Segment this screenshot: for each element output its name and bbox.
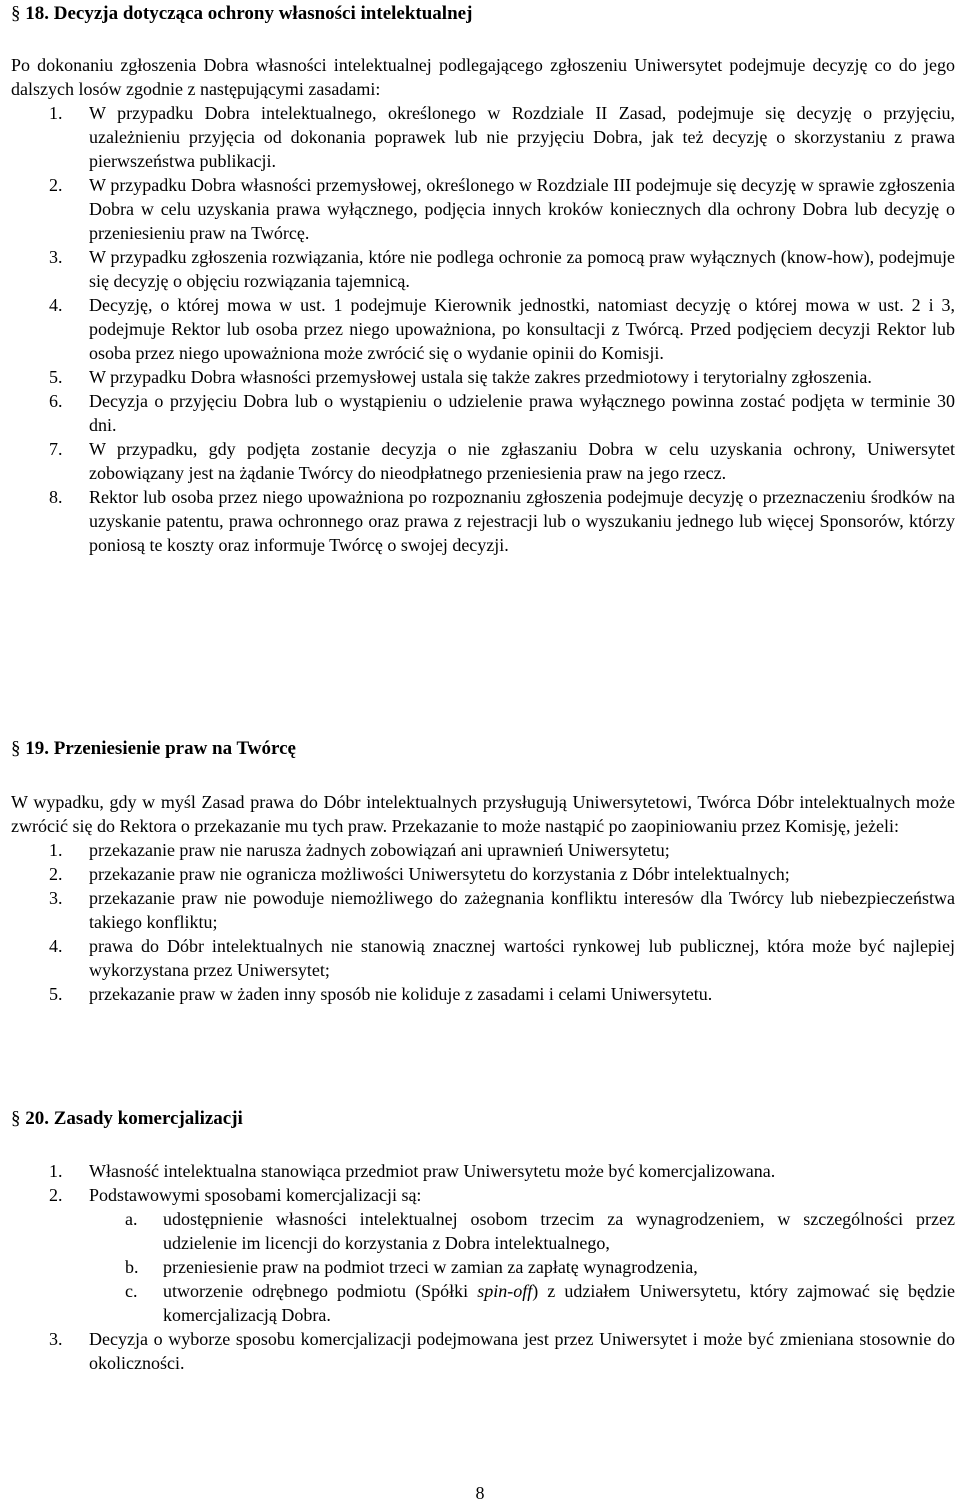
list-item-text: przekazanie praw nie narusza żadnych zobowiązań ani uprawnień Uniwersytetu; (89, 840, 670, 860)
section-19-intro: W wypadku, gdy w myśl Zasad prawa do Dóbr intelektualnych przysługują Uniwersytetowi, Twórca Dóbr intelektualnych może zwrócić się do Rektora o przekazanie mu tych praw. Przekazanie to może nastąpić po zaopiniowaniu przez Komisję, jeżeli: (11, 792, 955, 836)
list-item (11, 437, 955, 485)
sublist-item (89, 1207, 955, 1255)
list-item-text: W przypadku Dobra własności przemysłowej ustala się także zakres przedmiotowy i terytorialny zgłoszenia. (89, 367, 872, 387)
section-20-list (11, 1159, 955, 1375)
sublist-item-text: utworzenie odrębnego podmiotu (Spółki (163, 1281, 478, 1301)
list-item (11, 365, 955, 389)
spin-off-term: spin-off (477, 1281, 533, 1301)
list-item-number: 4. (49, 295, 63, 315)
list-item-text: W przypadku Dobra własności przemysłowej, określonego w Rozdziale III podejmuje się decyzję w sprawie zgłoszenia Dobra w celu uzyskania prawa wyłącznego, podjęcia innych kroków koniecznych dla ochrony Dobra lub decyzję o przeniesieniu praw na Twórcę. (89, 175, 955, 243)
section-18-heading (11, 2, 472, 26)
list-item-number: 4. (49, 936, 63, 956)
section-20-title: 20. Zasady komercjalizacji (25, 1108, 243, 1129)
list-item (11, 293, 955, 365)
list-item (11, 173, 955, 245)
list-item (11, 934, 955, 982)
section-18-title: 18. Decyzja dotycząca ochrony własności intelektualnej (25, 3, 473, 24)
list-item-number: 5. (49, 367, 63, 387)
list-item (11, 1159, 955, 1183)
section-19-body (11, 790, 955, 1006)
sublist-item-letter: c. (125, 1281, 138, 1301)
section-20-heading (11, 1107, 243, 1131)
list-item (11, 101, 955, 173)
list-item-text: W przypadku zgłoszenia rozwiązania, które nie podlega ochronie za pomocą praw wyłącznych (know-how), podejmuje się decyzję o objęciu rozwiązania tajemnicą. (89, 247, 955, 291)
list-item (11, 886, 955, 934)
list-item (11, 1183, 955, 1327)
section-sign: § (11, 1108, 21, 1129)
sublist-item-letter: b. (125, 1257, 139, 1277)
section-sign: § (11, 3, 21, 24)
list-item-number: 2. (49, 175, 63, 195)
list-item-number: 2. (49, 1185, 63, 1205)
section-19-heading (11, 737, 296, 761)
list-item-text: Podstawowymi sposobami komercjalizacji są: (89, 1185, 422, 1205)
sublist-item-text: udostępnienie własności intelektualnej osobom trzecim za wynagrodzeniem, w szczególności przez udzielenie im licencji do korzystania z Dobra intelektualnego, (163, 1209, 955, 1253)
section-sign: § (11, 738, 21, 759)
section-19-title: 19. Przeniesienie praw na Twórcę (25, 738, 296, 759)
section-20-sublist (89, 1207, 955, 1327)
section-20-body (11, 1159, 955, 1375)
list-item-number: 5. (49, 984, 63, 1004)
list-item-number: 6. (49, 391, 63, 411)
sublist-item (89, 1255, 955, 1279)
list-item (11, 862, 955, 886)
list-item-text: Rektor lub osoba przez niego upoważniona po rozpoznaniu zgłoszenia podejmuje decyzję o przeznaczeniu środków na uzyskanie patentu, prawa ochronnego oraz prawa z rejestracji lub o wyszukaniu jednego lub więcej Sponsorów, którzy poniosą te koszty oraz informuje Twórcę o swojej decyzji. (89, 487, 955, 555)
section-18-body (11, 53, 955, 557)
sublist-item-text: przeniesienie praw na podmiot trzeci w zamian za zapłatę wynagrodzenia, (163, 1257, 698, 1277)
list-item-text: W przypadku Dobra intelektualnego, określonego w Rozdziale II Zasad, podejmuje się decyzję o przyjęciu, uzależnieniu przyjęcia od dokonania poprawek lub nie przyjęciu Dobra, jak też decyzję o skorzystaniu z prawa pierwszeństwa publikacji. (89, 103, 955, 171)
list-item-number: 1. (49, 1161, 63, 1181)
section-18-intro: Po dokonaniu zgłoszenia Dobra własności intelektualnej podlegającego zgłoszeniu Uniwersytet podejmuje decyzję co do jego dalszych losów zgodnie z następującymi zasadami: (11, 55, 955, 99)
list-item-text: Decyzja o wyborze sposobu komercjalizacji podejmowana jest przez Uniwersytet i może być zmieniana stosownie do okoliczności. (89, 1329, 955, 1373)
list-item-text: prawa do Dóbr intelektualnych nie stanowią znacznej wartości rynkowej lub publicznej, która może być najlepiej wykorzystana przez Uniwersytet; (89, 936, 955, 980)
list-item-text: Własność intelektualna stanowiąca przedmiot praw Uniwersytetu może być komercjalizowana. (89, 1161, 776, 1181)
list-item (11, 838, 955, 862)
sublist-item-letter: a. (125, 1209, 138, 1229)
list-item-number: 2. (49, 864, 63, 884)
list-item (11, 485, 955, 557)
list-item-text: W przypadku, gdy podjęta zostanie decyzja o nie zgłaszaniu Dobra w celu uzyskania ochrony, Uniwersytet zobowiązany jest na żądanie Twórcy do nieodpłatnego przeniesienia praw na jego rzecz. (89, 439, 955, 483)
section-18-list (11, 101, 955, 557)
list-item-number: 3. (49, 888, 63, 908)
list-item-number: 1. (49, 103, 63, 123)
list-item-text: Decyzja o przyjęciu Dobra lub o wystąpieniu o udzielenie prawa wyłącznego powinna zostać podjęta w terminie 30 dni. (89, 391, 955, 435)
page-number: 8 (475, 1483, 485, 1503)
list-item-number: 3. (49, 1329, 63, 1349)
list-item-number: 1. (49, 840, 63, 860)
section-19-list (11, 838, 955, 1006)
list-item (11, 389, 955, 437)
list-item (11, 245, 955, 293)
list-item-text: przekazanie praw w żaden inny sposób nie koliduje z zasadami i celami Uniwersytetu. (89, 984, 713, 1004)
list-item (11, 982, 955, 1006)
sublist-item-text: ) z udziałem Uniwersytetu, który zajmować się będzie komercjalizacją Dobra. (163, 1281, 955, 1325)
list-item-number: 3. (49, 247, 63, 267)
list-item-text: Decyzję, o której mowa w ust. 1 podejmuje Kierownik jednostki, natomiast decyzję o której mowa w ust. 2 i 3, podejmuje Rektor lub osoba przez niego upoważniona, po konsultacji z Twórcą. Przed podjęciem decyzji Rektor lub osoba przez niego upoważniona może zwrócić się o wydanie opinii do Komisji. (89, 295, 955, 363)
sublist-item (89, 1279, 955, 1327)
list-item-number: 7. (49, 439, 63, 459)
list-item (11, 1327, 955, 1375)
list-item-number: 8. (49, 487, 63, 507)
list-item-text: przekazanie praw nie ogranicza możliwości Uniwersytetu do korzystania z Dóbr intelektualnych; (89, 864, 790, 884)
list-item-text: przekazanie praw nie powoduje niemożliwego do zażegnania konfliktu interesów dla Twórcy lub niebezpieczeństwa takiego konfliktu; (89, 888, 955, 932)
